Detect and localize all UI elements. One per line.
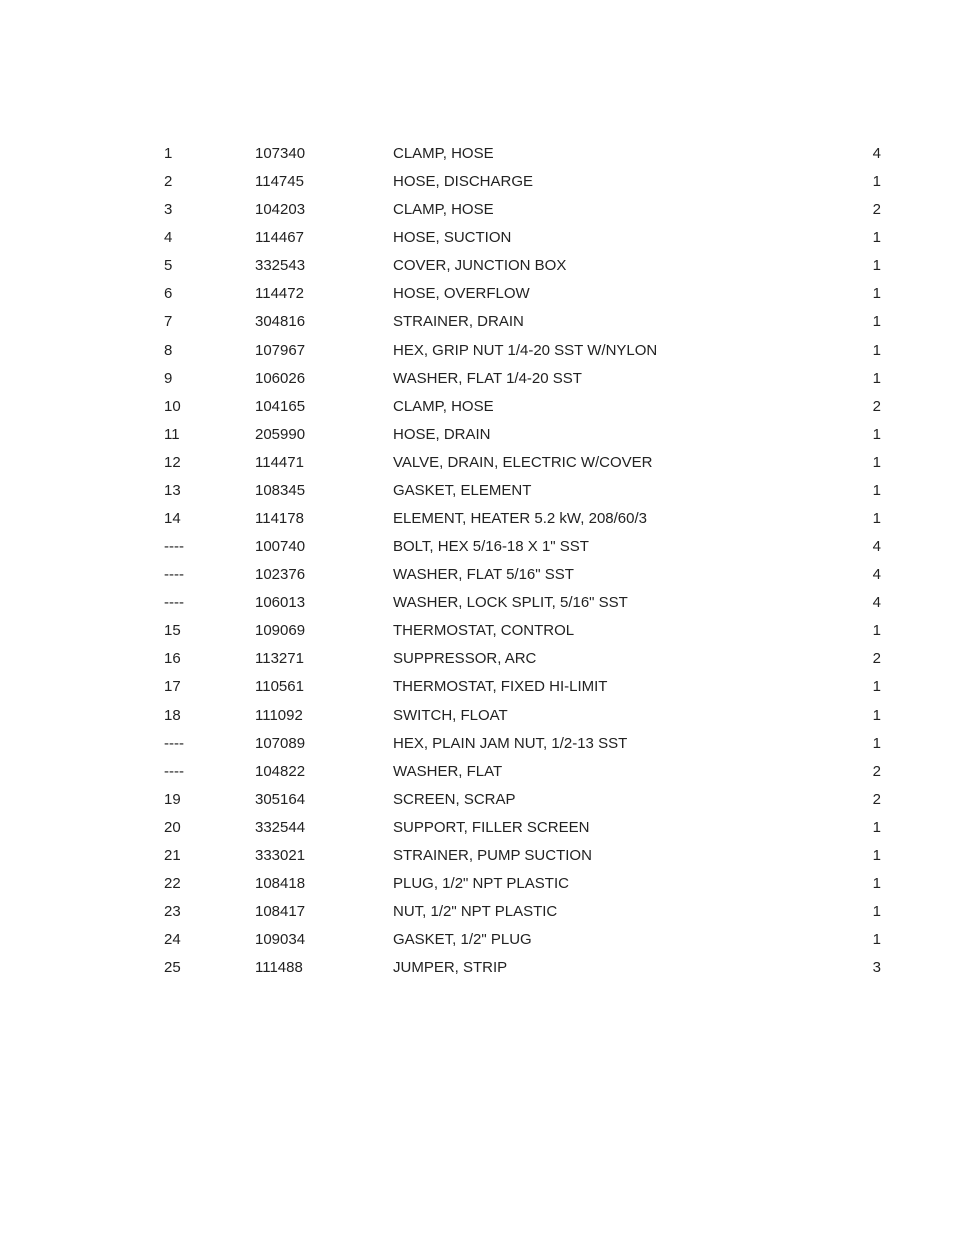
item-number: ---- [164, 538, 184, 556]
part-quantity: 1 [872, 734, 881, 752]
part-number: 333021 [255, 846, 306, 864]
table-row [0, 760, 954, 788]
part-quantity: 1 [872, 481, 881, 499]
item-number: 12 [164, 453, 181, 471]
part-number: 102376 [255, 566, 306, 584]
item-number: 20 [164, 818, 181, 836]
item-number: 24 [164, 931, 181, 949]
part-quantity: 1 [872, 425, 881, 443]
table-row [0, 535, 954, 563]
part-description: THERMOSTAT, CONTROL [393, 622, 575, 640]
table-row [0, 310, 954, 338]
table-row [0, 816, 954, 844]
item-number: 13 [164, 481, 181, 499]
part-quantity: 4 [872, 538, 881, 556]
item-number: 23 [164, 903, 181, 921]
part-description: WASHER, FLAT 5/16" SST [393, 566, 574, 584]
table-row [0, 479, 954, 507]
table-row [0, 956, 954, 984]
part-number: 111488 [255, 959, 303, 977]
part-description: SWITCH, FLOAT [393, 706, 508, 724]
part-description: SUPPORT, FILLER SCREEN [393, 818, 590, 836]
part-quantity: 1 [872, 369, 881, 387]
part-quantity: 1 [872, 875, 881, 893]
part-description: STRAINER, PUMP SUCTION [393, 846, 592, 864]
part-number: 104165 [255, 397, 306, 415]
item-number: 4 [164, 229, 173, 247]
part-description: HOSE, SUCTION [393, 229, 512, 247]
part-description: CLAMP, HOSE [393, 145, 494, 162]
part-quantity: 2 [872, 790, 881, 808]
part-number: 114178 [255, 510, 304, 528]
item-number: 25 [164, 959, 181, 977]
table-row [0, 170, 954, 198]
table-row [0, 198, 954, 226]
table-row [0, 591, 954, 619]
table-row [0, 423, 954, 451]
item-number: 18 [164, 706, 181, 724]
item-number: 17 [164, 678, 181, 696]
table-row [0, 563, 954, 591]
part-number: 106026 [255, 369, 306, 387]
part-number: 332544 [255, 818, 306, 836]
parts-list [0, 142, 954, 984]
part-description: GASKET, 1/2" PLUG [393, 931, 532, 949]
part-number: 107340 [255, 145, 306, 162]
part-quantity: 1 [872, 341, 881, 359]
item-number: 5 [164, 257, 173, 275]
part-number: 106013 [255, 594, 306, 612]
table-row [0, 507, 954, 535]
part-number: 100740 [255, 538, 306, 556]
part-quantity: 1 [872, 903, 881, 921]
part-quantity: 4 [872, 145, 881, 162]
item-number: 22 [164, 875, 181, 893]
part-quantity: 1 [872, 257, 881, 275]
part-number: 114745 [255, 173, 304, 191]
part-description: PLUG, 1/2" NPT PLASTIC [393, 875, 569, 893]
table-row [0, 928, 954, 956]
item-number: 21 [164, 846, 181, 864]
part-number: 114467 [255, 229, 304, 247]
part-description: WASHER, FLAT [393, 762, 503, 780]
part-quantity: 1 [872, 678, 881, 696]
part-number: 113271 [255, 650, 304, 668]
part-number: 111092 [255, 706, 303, 724]
table-row [0, 226, 954, 254]
item-number: 9 [164, 369, 173, 387]
part-quantity: 1 [872, 285, 881, 303]
item-number: 16 [164, 650, 181, 668]
part-quantity: 1 [872, 173, 881, 191]
part-description: CLAMP, HOSE [393, 201, 494, 219]
part-number: 109034 [255, 931, 306, 949]
part-quantity: 2 [872, 762, 881, 780]
item-number: 3 [164, 201, 173, 219]
part-number: 108418 [255, 875, 306, 893]
table-row [0, 900, 954, 928]
part-description: COVER, JUNCTION BOX [393, 257, 567, 275]
part-number: 304816 [255, 313, 306, 331]
table-row [0, 675, 954, 703]
part-number: 108417 [255, 903, 306, 921]
part-description: STRAINER, DRAIN [393, 313, 524, 331]
table-row [0, 395, 954, 423]
part-description: NUT, 1/2" NPT PLASTIC [393, 903, 558, 921]
item-number: 10 [164, 397, 181, 415]
item-number: 7 [164, 313, 173, 331]
part-number: 305164 [255, 790, 306, 808]
part-quantity: 1 [872, 229, 881, 247]
table-row [0, 142, 954, 170]
part-description: ELEMENT, HEATER 5.2 kW, 208/60/3 [393, 510, 647, 528]
item-number: 8 [164, 341, 173, 359]
item-number: ---- [164, 734, 184, 752]
part-number: 108345 [255, 481, 306, 499]
part-quantity: 2 [872, 201, 881, 219]
item-number: ---- [164, 566, 184, 584]
part-description: HOSE, OVERFLOW [393, 285, 530, 303]
part-description: HEX, GRIP NUT 1/4-20 SST W/NYLON [393, 341, 658, 359]
item-number: 1 [164, 145, 173, 162]
item-number: 2 [164, 173, 173, 191]
part-number: 114471 [255, 453, 304, 471]
item-number: 11 [164, 425, 180, 443]
item-number: 15 [164, 622, 181, 640]
part-quantity: 1 [872, 622, 881, 640]
part-number: 332543 [255, 257, 306, 275]
part-description: BOLT, HEX 5/16-18 X 1" SST [393, 538, 589, 556]
part-quantity: 1 [872, 931, 881, 949]
part-quantity: 1 [872, 510, 881, 528]
part-quantity: 1 [872, 846, 881, 864]
part-number: 104822 [255, 762, 306, 780]
table-row [0, 704, 954, 732]
part-quantity: 3 [872, 959, 881, 977]
table-row [0, 788, 954, 816]
part-quantity: 2 [872, 650, 881, 668]
part-quantity: 1 [872, 453, 881, 471]
part-quantity: 1 [872, 313, 881, 331]
part-description: JUMPER, STRIP [393, 959, 508, 977]
part-number: 107089 [255, 734, 306, 752]
part-description: WASHER, LOCK SPLIT, 5/16" SST [393, 594, 628, 612]
part-description: HOSE, DRAIN [393, 425, 491, 443]
part-description: WASHER, FLAT 1/4-20 SST [393, 369, 582, 387]
table-row [0, 254, 954, 282]
item-number: 14 [164, 510, 181, 528]
part-quantity: 1 [872, 706, 881, 724]
item-number: ---- [164, 594, 184, 612]
part-description: HOSE, DISCHARGE [393, 173, 534, 191]
table-row [0, 844, 954, 872]
part-description: CLAMP, HOSE [393, 397, 494, 415]
table-row [0, 619, 954, 647]
part-number: 205990 [255, 425, 306, 443]
part-quantity: 4 [872, 594, 881, 612]
part-number: 107967 [255, 341, 306, 359]
part-number: 104203 [255, 201, 306, 219]
part-number: 109069 [255, 622, 306, 640]
part-quantity: 2 [872, 397, 881, 415]
part-number: 110561 [255, 678, 304, 696]
item-number: 6 [164, 285, 173, 303]
table-row [0, 732, 954, 760]
table-row [0, 451, 954, 479]
part-description: GASKET, ELEMENT [393, 481, 532, 499]
part-description: THERMOSTAT, FIXED HI-LIMIT [393, 678, 608, 696]
part-number: 114472 [255, 285, 304, 303]
part-description: SUPPRESSOR, ARC [393, 650, 537, 668]
part-description: SCREEN, SCRAP [393, 790, 516, 808]
table-row [0, 367, 954, 395]
part-quantity: 4 [872, 566, 881, 584]
table-row [0, 647, 954, 675]
table-row [0, 339, 954, 367]
part-quantity: 1 [872, 818, 881, 836]
part-description: HEX, PLAIN JAM NUT, 1/2-13 SST [393, 734, 628, 752]
table-row [0, 282, 954, 310]
item-number: ---- [164, 762, 184, 780]
item-number: 19 [164, 790, 181, 808]
part-description: VALVE, DRAIN, ELECTRIC W/COVER [393, 453, 653, 471]
table-row [0, 872, 954, 900]
